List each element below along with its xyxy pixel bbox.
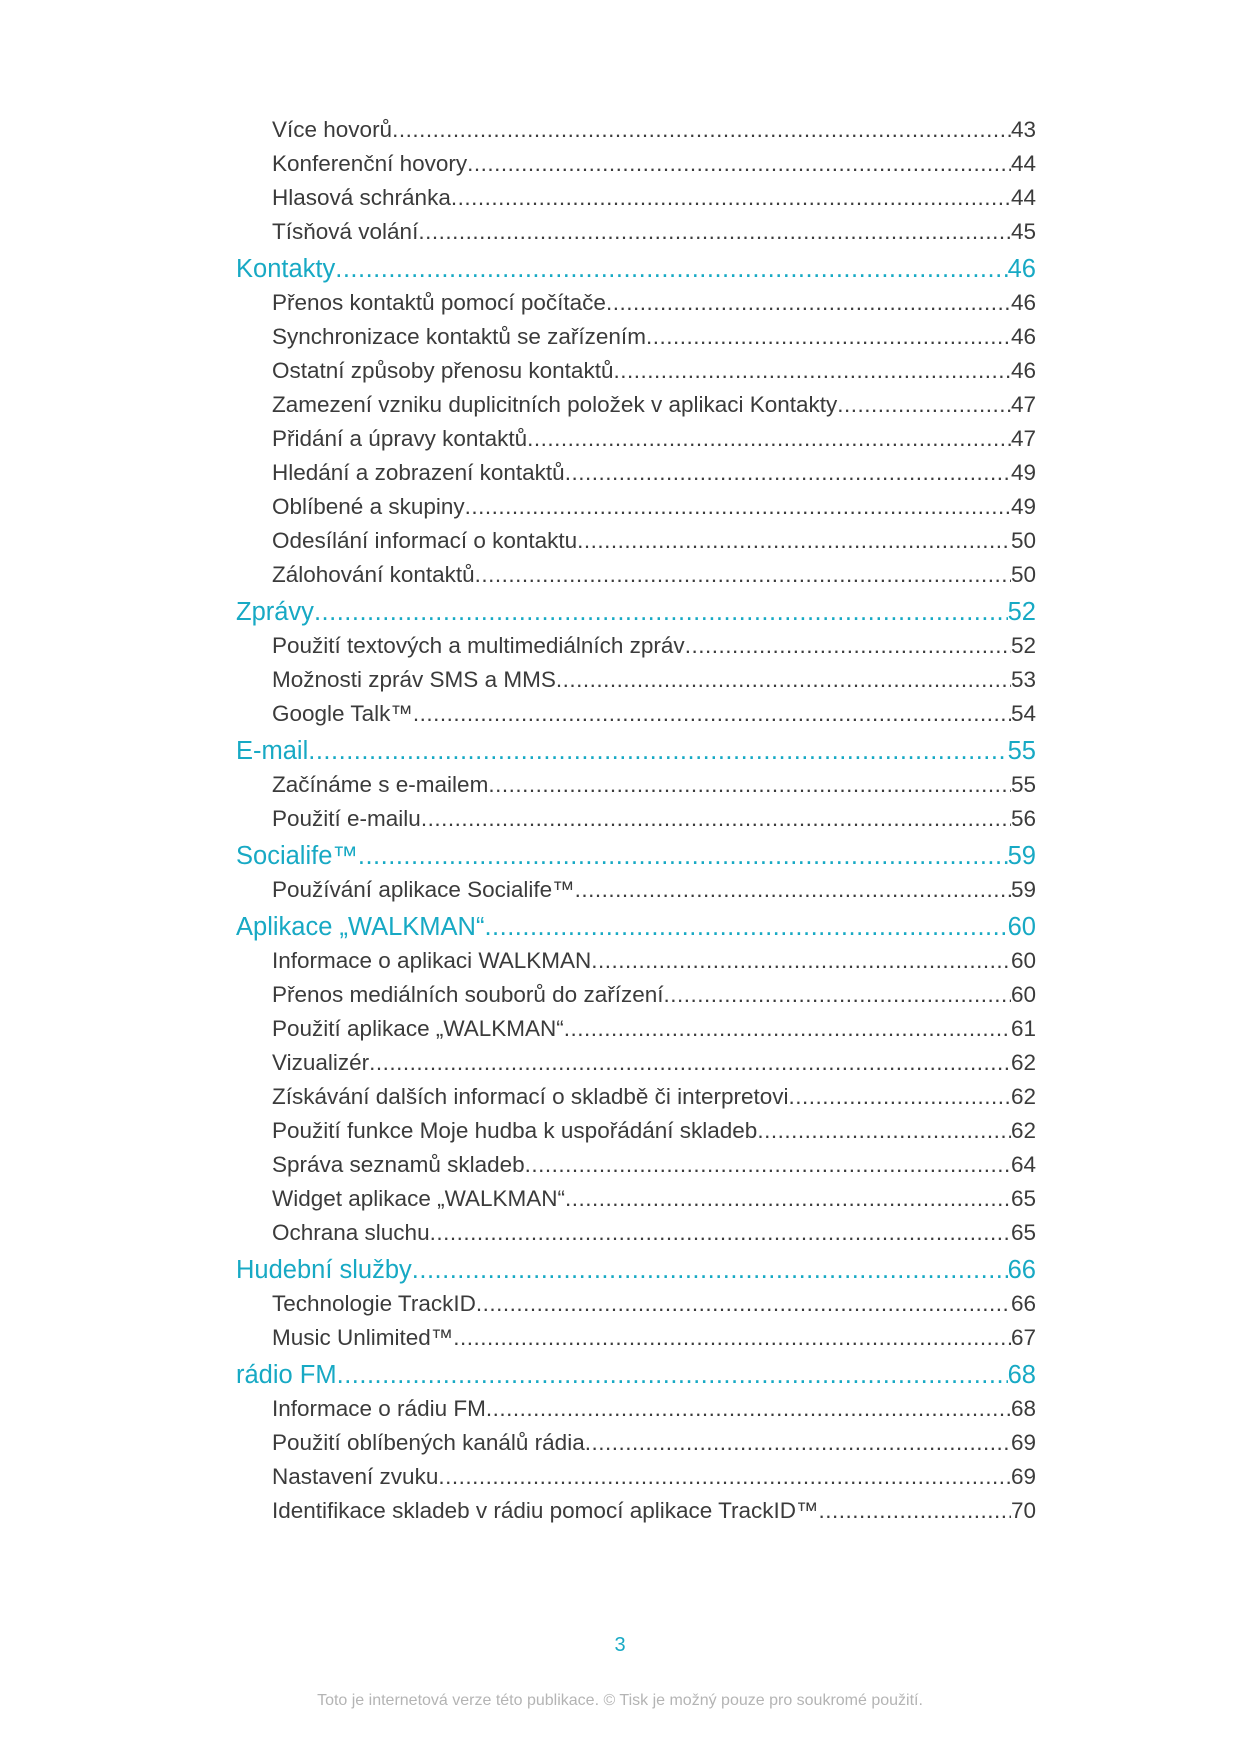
toc-entry-page: 50 bbox=[1010, 528, 1036, 553]
toc-section-title: Hudební služby bbox=[236, 1256, 412, 1284]
toc-entry-title: Používání aplikace Socialife™ bbox=[272, 877, 575, 902]
toc-leader-dots bbox=[475, 558, 1011, 592]
toc-leader-dots bbox=[465, 490, 1011, 524]
toc-leader-dots bbox=[451, 181, 1011, 215]
toc-leader-dots bbox=[418, 215, 1011, 249]
toc-entry-title: Odesílání informací o kontaktu bbox=[272, 528, 578, 553]
toc-section-title: Socialife™ bbox=[236, 842, 358, 870]
toc-leader-dots bbox=[565, 1182, 1011, 1216]
toc-entry-title: Zálohování kontaktů bbox=[272, 562, 475, 587]
toc-entry-page: 47 bbox=[1010, 392, 1036, 417]
toc-entry[interactable] bbox=[236, 490, 1036, 524]
toc-entry[interactable] bbox=[236, 1148, 1036, 1182]
footer-notice: Toto je internetová verze této publikace. © Tisk je možný pouze pro soukromé použití. bbox=[317, 1692, 923, 1709]
toc-leader-dots bbox=[585, 1426, 1011, 1460]
toc-entry[interactable] bbox=[236, 1321, 1036, 1355]
toc-entry-title: Google Talk™ bbox=[272, 701, 413, 726]
toc-leader-dots bbox=[308, 734, 1007, 768]
toc-entry-title: Synchronizace kontaktů se zařízením bbox=[272, 324, 646, 349]
toc-entry-title: Použití textových a multimediálních zpráv bbox=[272, 633, 685, 658]
toc-entry-title: Zamezení vzniku duplicitních položek v aplikaci Kontakty bbox=[272, 392, 838, 417]
toc-leader-dots bbox=[606, 286, 1011, 320]
toc-entry-title: Získávání dalších informací o skladbě či interpretovi bbox=[272, 1084, 789, 1109]
toc-entry-page: 62 bbox=[1010, 1084, 1036, 1109]
toc-entry-page: 67 bbox=[1010, 1325, 1036, 1350]
toc-entry-page: 46 bbox=[1010, 358, 1036, 383]
toc-entry-title: Ochrana sluchu bbox=[272, 1220, 430, 1245]
toc-entry-page: 64 bbox=[1010, 1152, 1036, 1177]
toc-entry[interactable] bbox=[236, 873, 1036, 907]
toc-section-email[interactable] bbox=[236, 734, 1036, 768]
toc-entry-title: Použití oblíbených kanálů rádia bbox=[272, 1430, 585, 1455]
toc-entry-page: 55 bbox=[1010, 772, 1036, 797]
toc-leader-dots bbox=[413, 697, 1011, 731]
toc-entry-title: Informace o rádiu FM bbox=[272, 1396, 486, 1421]
toc-entry-page: 43 bbox=[1010, 117, 1036, 142]
toc-entry[interactable] bbox=[236, 1080, 1036, 1114]
toc-entry-page: 56 bbox=[1010, 806, 1036, 831]
toc-leader-dots bbox=[788, 1080, 1010, 1114]
toc-entry-title: Přenos mediálních souborů do zařízení bbox=[272, 982, 664, 1007]
toc-entry-title: Použití funkce Moje hudba k uspořádání skladeb bbox=[272, 1118, 758, 1143]
toc-entry-page: 61 bbox=[1010, 1016, 1036, 1041]
toc-entry[interactable] bbox=[236, 1216, 1036, 1250]
toc-entry-page: 65 bbox=[1010, 1220, 1036, 1245]
toc-entry[interactable] bbox=[236, 181, 1036, 215]
toc-section-title: Zprávy bbox=[236, 598, 314, 626]
toc-entry[interactable] bbox=[236, 978, 1036, 1012]
toc-leader-dots bbox=[819, 1494, 1011, 1528]
toc-entry[interactable] bbox=[236, 1046, 1036, 1080]
toc-entry-page: 50 bbox=[1010, 562, 1036, 587]
toc-entry-title: Widget aplikace „WALKMAN“ bbox=[272, 1186, 565, 1211]
toc-leader-dots bbox=[438, 1460, 1011, 1494]
toc-entry-page: 68 bbox=[1010, 1396, 1036, 1421]
toc-entry-page: 49 bbox=[1010, 460, 1036, 485]
toc-leader-dots bbox=[476, 1287, 1011, 1321]
toc-section-title: Kontakty bbox=[236, 255, 336, 283]
toc-entry-page: 54 bbox=[1010, 701, 1036, 726]
toc-entry-page: 45 bbox=[1010, 219, 1036, 244]
toc-leader-dots bbox=[757, 1114, 1011, 1148]
toc-leader-dots bbox=[646, 320, 1011, 354]
toc-entry[interactable] bbox=[236, 1392, 1036, 1426]
toc-entry-page: 69 bbox=[1010, 1464, 1036, 1489]
toc-section-title: Aplikace „WALKMAN“ bbox=[236, 913, 485, 941]
toc-entry-page: 65 bbox=[1010, 1186, 1036, 1211]
toc-leader-dots bbox=[527, 422, 1011, 456]
toc-leader-dots bbox=[488, 768, 1011, 802]
toc-entry[interactable] bbox=[236, 113, 1036, 147]
page-number: 3 bbox=[614, 1634, 626, 1656]
toc-entry[interactable] bbox=[236, 147, 1036, 181]
toc-leader-dots bbox=[335, 252, 1007, 286]
toc-section-radio-fm[interactable] bbox=[236, 1358, 1036, 1392]
toc-entry-title: Ostatní způsoby přenosu kontaktů bbox=[272, 358, 614, 383]
toc-section-page: 60 bbox=[1007, 913, 1036, 941]
toc-entry-title: Konferenční hovory bbox=[272, 151, 468, 176]
toc-section-page: 46 bbox=[1007, 255, 1036, 283]
toc-section-kontakty[interactable] bbox=[236, 252, 1036, 286]
toc-entry-page: 47 bbox=[1010, 426, 1036, 451]
toc-leader-dots bbox=[591, 944, 1011, 978]
toc-entry[interactable] bbox=[236, 1494, 1036, 1528]
toc-entry[interactable] bbox=[236, 354, 1036, 388]
toc-entry-page: 69 bbox=[1010, 1430, 1036, 1455]
toc-entry-page: 60 bbox=[1010, 948, 1036, 973]
toc-leader-dots bbox=[663, 978, 1010, 1012]
toc-entry[interactable] bbox=[236, 215, 1036, 249]
toc-section-title: E-mail bbox=[236, 737, 309, 765]
toc-leader-dots bbox=[314, 595, 1008, 629]
toc-entry-page: 59 bbox=[1010, 877, 1036, 902]
toc-leader-dots bbox=[564, 1012, 1011, 1046]
toc-entry-page: 60 bbox=[1010, 982, 1036, 1007]
toc-leader-dots bbox=[525, 1148, 1011, 1182]
toc-section-page: 59 bbox=[1007, 842, 1036, 870]
toc-entry[interactable] bbox=[236, 663, 1036, 697]
toc-section-socialife[interactable] bbox=[236, 839, 1036, 873]
toc-section-page: 68 bbox=[1007, 1361, 1036, 1389]
toc-entry-title: Tísňová volání bbox=[272, 219, 419, 244]
toc-entry[interactable] bbox=[236, 524, 1036, 558]
toc-entry-page: 44 bbox=[1010, 151, 1036, 176]
toc-entry[interactable] bbox=[236, 1182, 1036, 1216]
toc-entry-title: Možnosti zpráv SMS a MMS bbox=[272, 667, 556, 692]
toc-leader-dots bbox=[369, 1046, 1011, 1080]
toc-entry[interactable] bbox=[236, 422, 1036, 456]
toc-entry[interactable] bbox=[236, 1114, 1036, 1148]
toc-section-zpravy[interactable] bbox=[236, 595, 1036, 629]
toc-entry-title: Přenos kontaktů pomocí počítače bbox=[272, 290, 606, 315]
toc-leader-dots bbox=[412, 1253, 1008, 1287]
toc-section-page: 66 bbox=[1007, 1256, 1036, 1284]
toc-entry[interactable] bbox=[236, 1426, 1036, 1460]
toc-leader-dots bbox=[486, 1392, 1011, 1426]
toc-entry[interactable] bbox=[236, 1287, 1036, 1321]
toc-entry[interactable] bbox=[236, 388, 1036, 422]
toc-entry-page: 66 bbox=[1010, 1291, 1036, 1316]
toc-leader-dots bbox=[565, 456, 1011, 490]
toc-entry-title: Hlasová schránka bbox=[272, 185, 451, 210]
toc-leader-dots bbox=[575, 873, 1011, 907]
toc-entry-page: 49 bbox=[1010, 494, 1036, 519]
toc-entry-page: 52 bbox=[1010, 633, 1036, 658]
toc-entry-title: Oblíbené a skupiny bbox=[272, 494, 465, 519]
toc-leader-dots bbox=[453, 1321, 1011, 1355]
toc-entry[interactable] bbox=[236, 1460, 1036, 1494]
table-of-contents bbox=[236, 113, 1036, 1528]
toc-section-page: 55 bbox=[1007, 737, 1036, 765]
toc-entry-title: Hledání a zobrazení kontaktů bbox=[272, 460, 565, 485]
toc-entry-page: 46 bbox=[1010, 290, 1036, 315]
toc-entry-page: 70 bbox=[1010, 1498, 1036, 1523]
toc-entry[interactable] bbox=[236, 320, 1036, 354]
toc-leader-dots bbox=[430, 1216, 1011, 1250]
toc-entry[interactable] bbox=[236, 1012, 1036, 1046]
toc-leader-dots bbox=[467, 147, 1011, 181]
toc-entry-title: Přidání a úpravy kontaktů bbox=[272, 426, 528, 451]
toc-leader-dots bbox=[484, 910, 1007, 944]
toc-leader-dots bbox=[421, 802, 1011, 836]
toc-entry-page: 53 bbox=[1010, 667, 1036, 692]
toc-entry[interactable] bbox=[236, 558, 1036, 592]
toc-section-title: rádio FM bbox=[236, 1361, 337, 1389]
toc-entry-title: Vizualizér bbox=[272, 1050, 370, 1075]
toc-leader-dots bbox=[613, 354, 1011, 388]
toc-leader-dots bbox=[577, 524, 1011, 558]
toc-entry-title: Správa seznamů skladeb bbox=[272, 1152, 525, 1177]
toc-entry-title: Informace o aplikaci WALKMAN bbox=[272, 948, 592, 973]
toc-section-walkman[interactable] bbox=[236, 910, 1036, 944]
toc-entry-page: 62 bbox=[1010, 1050, 1036, 1075]
toc-entry-page: 46 bbox=[1010, 324, 1036, 349]
toc-entry[interactable] bbox=[236, 456, 1036, 490]
toc-entry[interactable] bbox=[236, 629, 1036, 663]
toc-entry[interactable] bbox=[236, 768, 1036, 802]
toc-entry-title: Použití e-mailu bbox=[272, 806, 421, 831]
toc-entry[interactable] bbox=[236, 802, 1036, 836]
toc-entry-title: Nastavení zvuku bbox=[272, 1464, 439, 1489]
toc-leader-dots bbox=[337, 1358, 1008, 1392]
toc-section-hudebni-sluzby[interactable] bbox=[236, 1253, 1036, 1287]
toc-leader-dots bbox=[685, 629, 1011, 663]
toc-entry-page: 62 bbox=[1010, 1118, 1036, 1143]
toc-entry-title: Technologie TrackID bbox=[272, 1291, 476, 1316]
toc-leader-dots bbox=[358, 839, 1008, 873]
toc-entry-title: Identifikace skladeb v rádiu pomocí aplikace TrackID™ bbox=[272, 1498, 819, 1523]
toc-leader-dots bbox=[392, 113, 1011, 147]
toc-entry[interactable] bbox=[236, 697, 1036, 731]
toc-entry-title: Začínáme s e-mailem bbox=[272, 772, 489, 797]
toc-entry[interactable] bbox=[236, 286, 1036, 320]
toc-leader-dots bbox=[837, 388, 1011, 422]
toc-entry-title: Použití aplikace „WALKMAN“ bbox=[272, 1016, 564, 1041]
toc-section-page: 52 bbox=[1007, 598, 1036, 626]
toc-entry-title: Více hovorů bbox=[272, 117, 393, 142]
toc-entry[interactable] bbox=[236, 944, 1036, 978]
toc-entry-title: Music Unlimited™ bbox=[272, 1325, 454, 1350]
toc-entry-page: 44 bbox=[1010, 185, 1036, 210]
toc-leader-dots bbox=[556, 663, 1011, 697]
